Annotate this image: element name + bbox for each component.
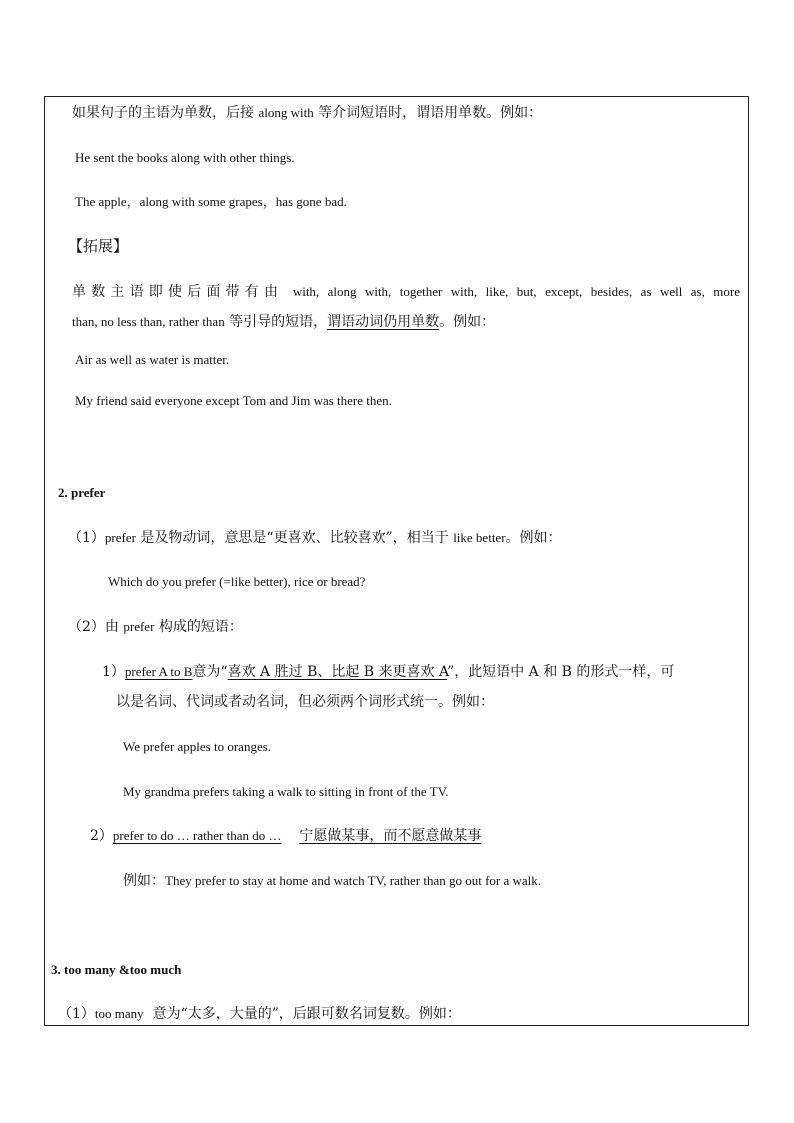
example-sentence: My grandma prefers taking a walk to sitting in front of the TV. <box>123 784 449 799</box>
section-heading-extension: 【拓展】 <box>68 237 129 255</box>
example-sentence: We prefer apples to oranges. <box>123 739 272 754</box>
prefer-phrases-heading: （2）由 prefer 构成的短语： <box>68 619 243 635</box>
example-sentence: Which do you prefer (=like better), rice or bread? <box>108 574 366 589</box>
prefer-definition: （1）prefer 是及物动词，意思是“更喜欢、比较喜欢”，相当于 like better。例如： <box>68 530 562 546</box>
prefer-to-do-example: 例如：They prefer to stay at home and watch TV, rather than go out for a walk. <box>123 873 542 889</box>
extension-rule-line1: 单数主语即使后面带有由 with, along with, together with, like, but, except, besides, as well as, more <box>72 284 741 300</box>
prefer-to-do-rule: 2）prefer to do … rather than do … 宁愿做某事，而不愿意做某事 <box>90 828 482 844</box>
example-sentence: He sent the books along with other things. <box>75 150 295 165</box>
singular-subject-rule: 如果句子的主语为单数，后接 along with 等介词短语时，谓语用单数。例如： <box>72 105 543 121</box>
section-heading-prefer: 2. prefer <box>58 485 106 500</box>
example-sentence: My friend said everyone except Tom and Jim was there then. <box>75 393 392 408</box>
example-sentence: The apple，along with some grapes，has gone bad. <box>75 194 347 209</box>
example-sentence: Air as well as water is matter. <box>75 352 230 367</box>
underlined-key-phrase: 谓语动词仍用单数 <box>327 314 440 330</box>
prefer-a-to-b-rule-cont: 以是名词、代词或者动名词，但必须两个词形式统一。例如： <box>116 694 494 710</box>
prefer-a-to-b-rule: 1）prefer A to B意为“喜欢 A 胜过 B、比起 B 来更喜欢 A”，此短语中 A 和 B 的形式一样，可 <box>102 664 675 680</box>
too-many-definition: （1）too many 意为“太多，大量的”，后跟可数名词复数。例如： <box>58 1006 461 1022</box>
section-heading-too-many-too-much: 3. too many &too much <box>51 962 182 977</box>
extension-rule-line2: than, no less than, rather than 等引导的短语，谓语动词仍用单数。例如： <box>72 314 496 330</box>
